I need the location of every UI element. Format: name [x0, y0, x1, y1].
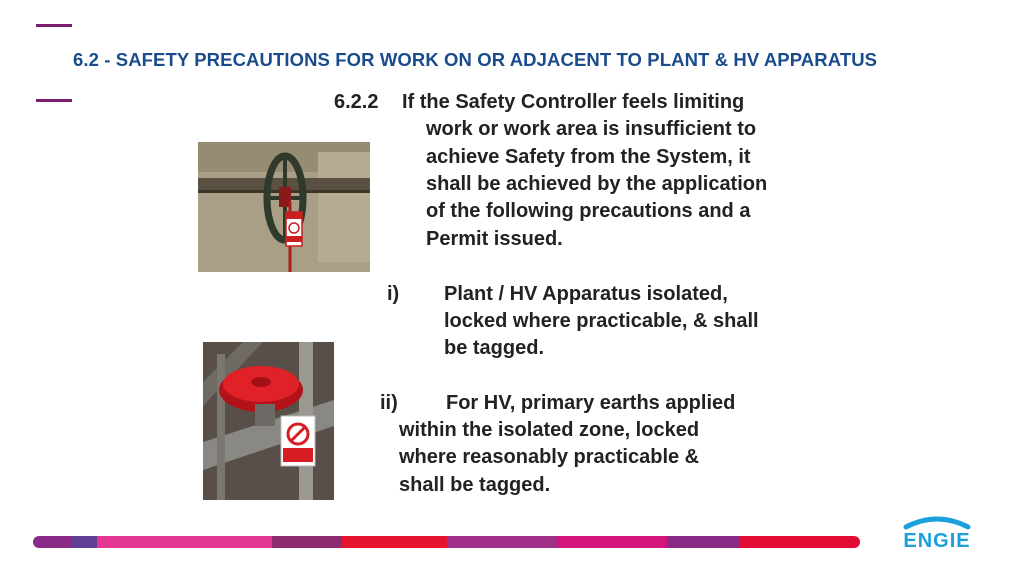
valve-lockout-photo	[203, 342, 334, 500]
footer-bar-segment	[342, 536, 447, 548]
clause-line: Permit issued.	[426, 228, 563, 250]
footer-bar-segment	[97, 536, 272, 548]
clause-line: of the following precautions and a	[426, 200, 751, 222]
clause-number: 6.2.2	[334, 91, 379, 113]
footer-bar-segment	[33, 536, 71, 548]
clause-line: achieve Safety from the System, it	[426, 146, 751, 168]
footer-bar-segment	[71, 536, 97, 548]
item-line: within the isolated zone, locked	[399, 419, 700, 441]
item-marker: ii)	[380, 392, 398, 414]
footer-bar-segment	[667, 536, 739, 548]
item-line: where reasonably practicable &	[399, 446, 700, 468]
footer-bar-segment	[739, 536, 860, 548]
clause-line: work or work area is insufficient to	[426, 118, 757, 140]
item-line: be tagged.	[444, 337, 545, 359]
engie-logo	[888, 513, 986, 553]
footer-bar-segment	[272, 536, 342, 548]
clause-line: If the Safety Controller feels limiting	[402, 91, 745, 113]
item-line: shall be tagged.	[399, 474, 551, 496]
slide-title: 6.2 - SAFETY PRECAUTIONS FOR WORK ON OR ADJACENT TO PLANT & HV APPARATUS	[73, 49, 878, 70]
clause-line: shall be achieved by the application	[426, 173, 768, 195]
valve-handwheel-photo	[198, 142, 370, 272]
bottom-accent-line	[36, 99, 72, 102]
footer-bar-segment	[447, 536, 557, 548]
item-marker: i)	[387, 283, 400, 305]
item-line: Plant / HV Apparatus isolated,	[444, 283, 728, 305]
footer-bar-segment	[557, 536, 667, 548]
item-line: locked where practicable, & shall	[444, 310, 759, 332]
engie-logo-text: ENGIE	[903, 530, 971, 552]
item-line: For HV, primary earths applied	[446, 392, 736, 414]
top-accent-line	[36, 24, 72, 27]
